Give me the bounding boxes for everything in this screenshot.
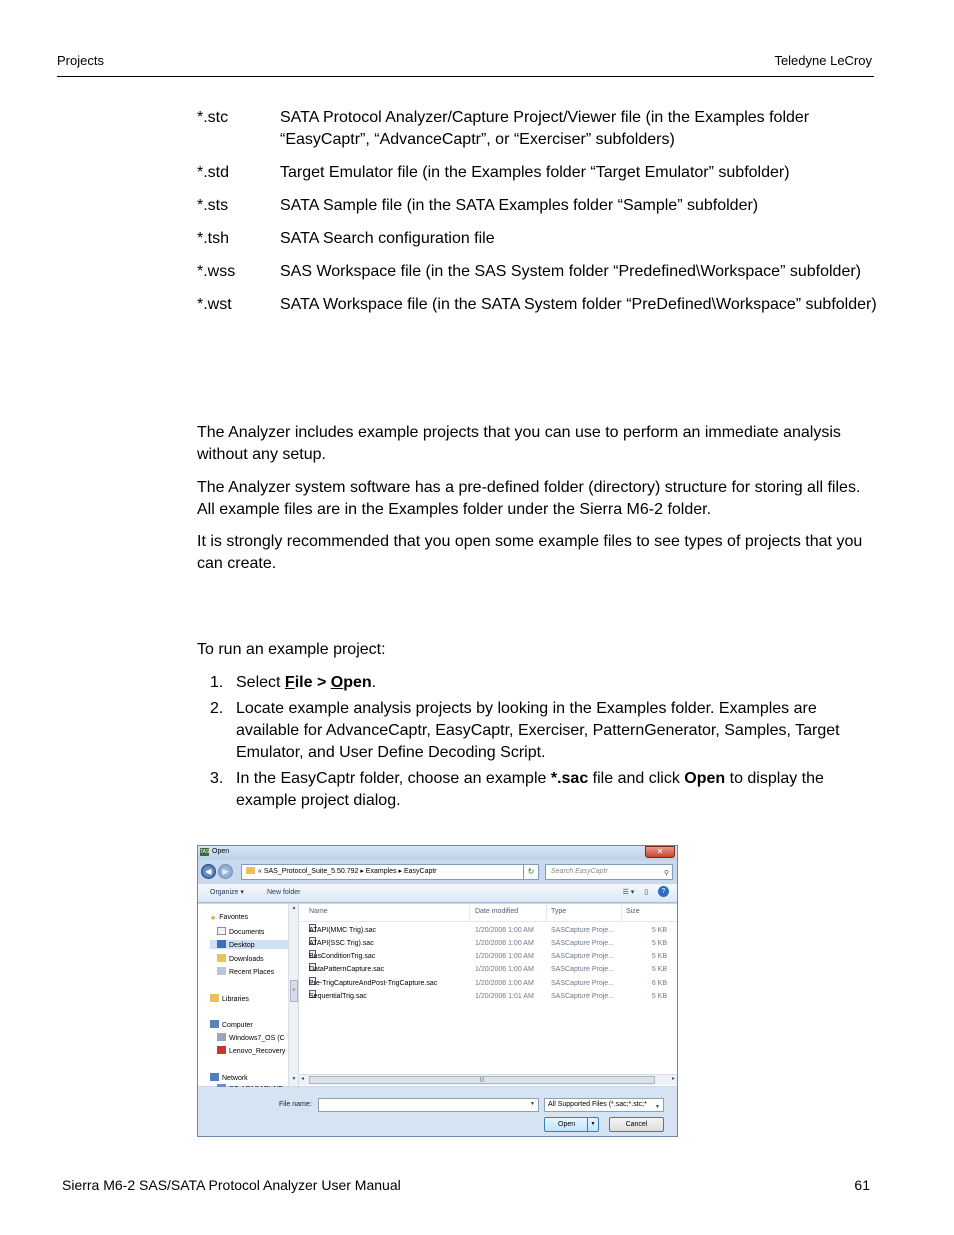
chevron-down-icon[interactable]: ▼	[587, 1118, 598, 1131]
close-icon[interactable]: ✕	[645, 846, 675, 858]
step-number: 2.	[210, 700, 224, 717]
header-section: Projects	[57, 53, 104, 68]
desktop-icon	[217, 940, 226, 948]
file-row[interactable]: ATAPI(SSC Trig).sac 1/20/2006 1:00 AM SASCapture Proje... 5 KB	[299, 937, 677, 950]
drive-icon	[217, 1046, 226, 1054]
step-text: Select File > Open.	[236, 674, 377, 691]
column-name[interactable]: Name	[309, 908, 328, 915]
ext-description: SATA Search configuration file	[280, 230, 495, 247]
intro-paragraph: The Analyzer includes example projects that you can use to perform an immediate analysis without any setup.	[197, 424, 841, 463]
step-text: In the EasyCaptr folder, choose an example *.sac file and click Open to display the example project dialog.	[236, 770, 824, 809]
scroll-right-icon[interactable]: ▸	[671, 1076, 675, 1082]
file-extension-table	[197, 107, 877, 327]
app-icon: TAS	[200, 849, 210, 855]
nav-lenovo-recovery[interactable]: Lenovo_Recovery	[217, 1046, 305, 1055]
ext-description: SATA Sample file (in the SATA Examples folder “Sample” subfolder)	[280, 197, 759, 214]
nav-downloads[interactable]: Downloads	[217, 954, 305, 963]
nav-computer[interactable]: Computer	[210, 1020, 298, 1029]
file-list-pane	[299, 904, 677, 1086]
ext-row	[197, 162, 877, 184]
ext-description: SAS Workspace file (in the SAS System folder “Predefined\Workspace” subfolder)	[280, 263, 861, 280]
nav-windows-drive[interactable]: Windows7_OS (C	[217, 1033, 305, 1042]
ext-code: *.tsh	[197, 230, 230, 247]
step-text: Locate example analysis projects by looking in the Examples folder. Examples are available for AdvanceCaptr, EasyCaptr, Exerciser, PatternGenerator, Samples, Target Emulator, and User Define Decoding Script.	[236, 700, 840, 761]
procedure-intro: To run an example project:	[197, 641, 386, 658]
column-type[interactable]: Type	[551, 908, 567, 915]
column-date[interactable]: Date modified	[475, 908, 519, 915]
nav-favorites[interactable]: ★ Favorites	[210, 914, 249, 922]
file-row[interactable]: DataPatternCapture.sac 1/20/2006 1:00 AM SASCapture Proje... 5 KB	[299, 963, 677, 976]
computer-icon	[210, 1020, 219, 1028]
file-row[interactable]: ATAPI(MMC Trig).sac 1/20/2006 1:00 AM SASCapture Proje... 5 KB	[299, 924, 677, 937]
nav-desktop[interactable]: Desktop	[210, 940, 298, 949]
new-folder-button[interactable]: New folder	[267, 889, 301, 896]
address-path: « SAS_Protocol_Suite_5.50.792 ▸ Examples ▸ EasyCaptr	[258, 868, 437, 875]
drive-icon	[217, 1033, 226, 1041]
open-button[interactable]: Open ▼	[544, 1117, 599, 1132]
forward-arrow-icon[interactable]: ▶	[218, 864, 233, 879]
step-3	[197, 768, 877, 812]
procedure-steps	[197, 672, 877, 816]
nav-network[interactable]: Network	[210, 1073, 298, 1082]
nav-scrollbar[interactable]	[288, 904, 298, 1086]
file-name-input[interactable]	[318, 1098, 539, 1112]
file-list-header	[299, 904, 677, 922]
dialog-titlebar	[198, 846, 677, 860]
refresh-icon[interactable]: ↻	[523, 864, 539, 880]
open-dialog-screenshot	[197, 845, 678, 1137]
file-row[interactable]: BusConditionTrig.sac 1/20/2006 1:00 AM SASCapture Proje... 5 KB	[299, 950, 677, 963]
scroll-thumb[interactable]: ≡	[290, 980, 298, 1002]
cancel-button[interactable]: Cancel	[609, 1117, 664, 1132]
file-type-select[interactable]: All Supported Files (*.sac;*.stc;* ▼	[544, 1098, 664, 1112]
ext-code: *.sts	[197, 197, 229, 214]
step-number: 1.	[210, 674, 224, 691]
page-number: 61	[854, 1177, 870, 1193]
search-input[interactable]	[545, 864, 673, 880]
address-bar[interactable]	[241, 864, 537, 880]
help-icon[interactable]: ?	[658, 886, 669, 897]
star-icon: ★	[210, 915, 217, 922]
scroll-thumb[interactable]: |||	[309, 1076, 655, 1084]
address-row	[198, 861, 677, 883]
ext-code: *.std	[197, 164, 230, 181]
search-placeholder: Search EasyCaptr	[551, 868, 608, 875]
nav-documents[interactable]: Documents	[217, 927, 305, 936]
recent-places-icon	[217, 967, 226, 975]
ext-row	[197, 195, 877, 217]
ext-code: *.wst	[197, 296, 232, 313]
ext-description: SATA Workspace file (in the SATA System folder “PreDefined\Workspace” subfolder)	[280, 296, 877, 313]
step-1	[197, 672, 877, 694]
folder-icon	[246, 867, 255, 874]
header-company: Teledyne LeCroy	[774, 53, 872, 68]
search-icon: ⚲	[663, 870, 669, 877]
horizontal-scrollbar[interactable]	[299, 1074, 677, 1085]
ext-code: *.wss	[197, 263, 236, 280]
column-size[interactable]: Size	[626, 908, 640, 915]
scroll-up-icon[interactable]: ▲	[291, 905, 297, 911]
network-icon	[210, 1073, 219, 1081]
file-row[interactable]: Pre-TrigCaptureAndPost-TrigCapture.sac 1/20/2006 1:00 AM SASCapture Proje... 6 KB	[299, 977, 677, 990]
ext-description: SATA Protocol Analyzer/Capture Project/Viewer file (in the Examples folder “EasyCaptr”, “AdvanceCaptr”, or “Exerciser” subfolders)	[280, 109, 810, 148]
page-header	[57, 52, 874, 77]
view-menu-icon[interactable]: ☰ ▾	[622, 889, 635, 896]
dialog-title: Open	[212, 848, 230, 855]
back-arrow-icon[interactable]: ◀	[201, 864, 216, 879]
manual-title: Sierra M6-2 SAS/SATA Protocol Analyzer User Manual	[62, 1177, 401, 1193]
scroll-left-icon[interactable]: ◂	[301, 1076, 305, 1082]
step-number: 3.	[210, 770, 224, 787]
step-2	[197, 698, 877, 764]
ext-row	[197, 228, 877, 250]
file-name-label: File name:	[279, 1101, 312, 1108]
ext-description: Target Emulator file (in the Examples folder “Target Emulator” subfolder)	[280, 164, 790, 181]
recommendation-paragraph: It is strongly recommended that you open some example files to see types of projects that you can create.	[197, 533, 863, 572]
chevron-down-icon[interactable]: ▼	[530, 1101, 535, 1107]
ext-code: *.stc	[197, 109, 229, 126]
documents-icon	[217, 927, 226, 935]
folder-structure-paragraph: The Analyzer system software has a pre-defined folder (directory) structure for storing all files. All example files are in the Examples folder under the Sierra M6-2 folder.	[197, 479, 861, 518]
preview-pane-icon[interactable]: ▯	[644, 889, 649, 896]
dialog-footer	[198, 1087, 677, 1137]
file-row[interactable]: SequentialTrig.sac 1/20/2006 1:01 AM SASCapture Proje... 5 KB	[299, 990, 677, 1003]
scroll-down-icon[interactable]: ▼	[291, 1076, 297, 1082]
organize-button[interactable]: Organize ▾	[210, 889, 244, 896]
ext-row	[197, 294, 877, 316]
nav-recent-places[interactable]: Recent Places	[217, 967, 305, 976]
libraries-icon	[210, 994, 219, 1002]
ext-row	[197, 261, 877, 283]
downloads-icon	[217, 954, 226, 962]
chevron-down-icon: ▼	[655, 1104, 660, 1110]
dialog-toolbar	[198, 884, 677, 903]
navigation-pane	[198, 904, 299, 1086]
nav-libraries[interactable]: Libraries	[210, 994, 298, 1003]
ext-row	[197, 107, 877, 151]
